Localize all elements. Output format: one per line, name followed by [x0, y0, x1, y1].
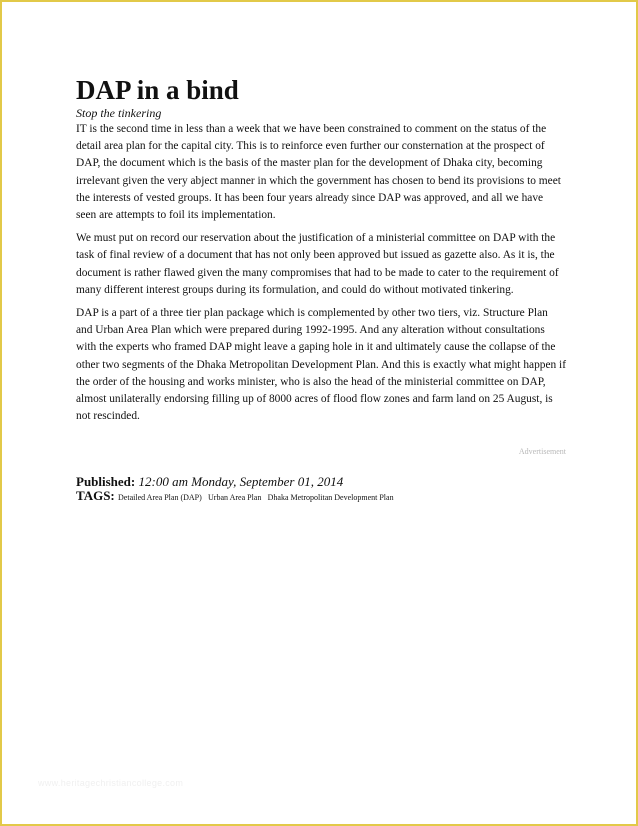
tags-line	[76, 489, 566, 504]
tag-link[interactable]: Detailed Area Plan (DAP)	[118, 493, 202, 503]
article-paragraph: IT is the second time in less than a week that we have been constrained to comment on the status of the detail area plan for the capital city. This is to reinforce even further our consternation at the prospect of DAP, the document which is the basis of the master plan for the development of Dhaka city, becoming irrelevant given the very abject manner in which the government has chosen to bend its provisions to meet the interests of vested groups. It has been four years already since DAP was approved, and all we have seen are attempts to foil its implementation.	[76, 123, 561, 222]
article	[76, 74, 566, 504]
article-title: DAP in a bind	[76, 75, 239, 105]
published-date: 12:00 am Monday, September 01, 2014	[138, 474, 344, 490]
article-subtitle: Stop the tinkering	[76, 106, 162, 120]
article-paragraph: We must put on record our reservation about the justification of a ministerial committee on DAP with the task of final review of a document that has not only been approved but issued as gazette also. As it is, the document is rather flawed given the many compromises that had to be made to cater to the requirement of many different interest groups during its formulation, and could do without motivated tinkering.	[76, 232, 559, 296]
advertisement-label: Advertisement	[518, 447, 566, 457]
watermark: www.heritagechristiancollege.com	[38, 778, 184, 788]
tags-label: TAGS:	[76, 488, 115, 504]
published-line	[76, 475, 566, 489]
tag-link[interactable]: Dhaka Metropolitan Development Plan	[267, 493, 394, 503]
published-label: Published:	[76, 474, 136, 490]
tag-link[interactable]: Urban Area Plan	[208, 493, 262, 503]
article-paragraph: DAP is a part of a three tier plan package which is complemented by other two tiers, viz. Structure Plan and Urban Area Plan which were prepared during 1992-1995. And any alteration without consultations with the experts who framed DAP might leave a gaping hole in it and ultimately cause the collapse of the other two segments of the Dhaka Metropolitan Development Plan. And this is exactly what might happen if the order of the housing and works minister, who is also the head of the ministerial committee on DAP, almost unilaterally endorsing filling up of 8000 acres of flood flow zones and farm land on 25 August, is not rescinded.	[76, 307, 567, 423]
